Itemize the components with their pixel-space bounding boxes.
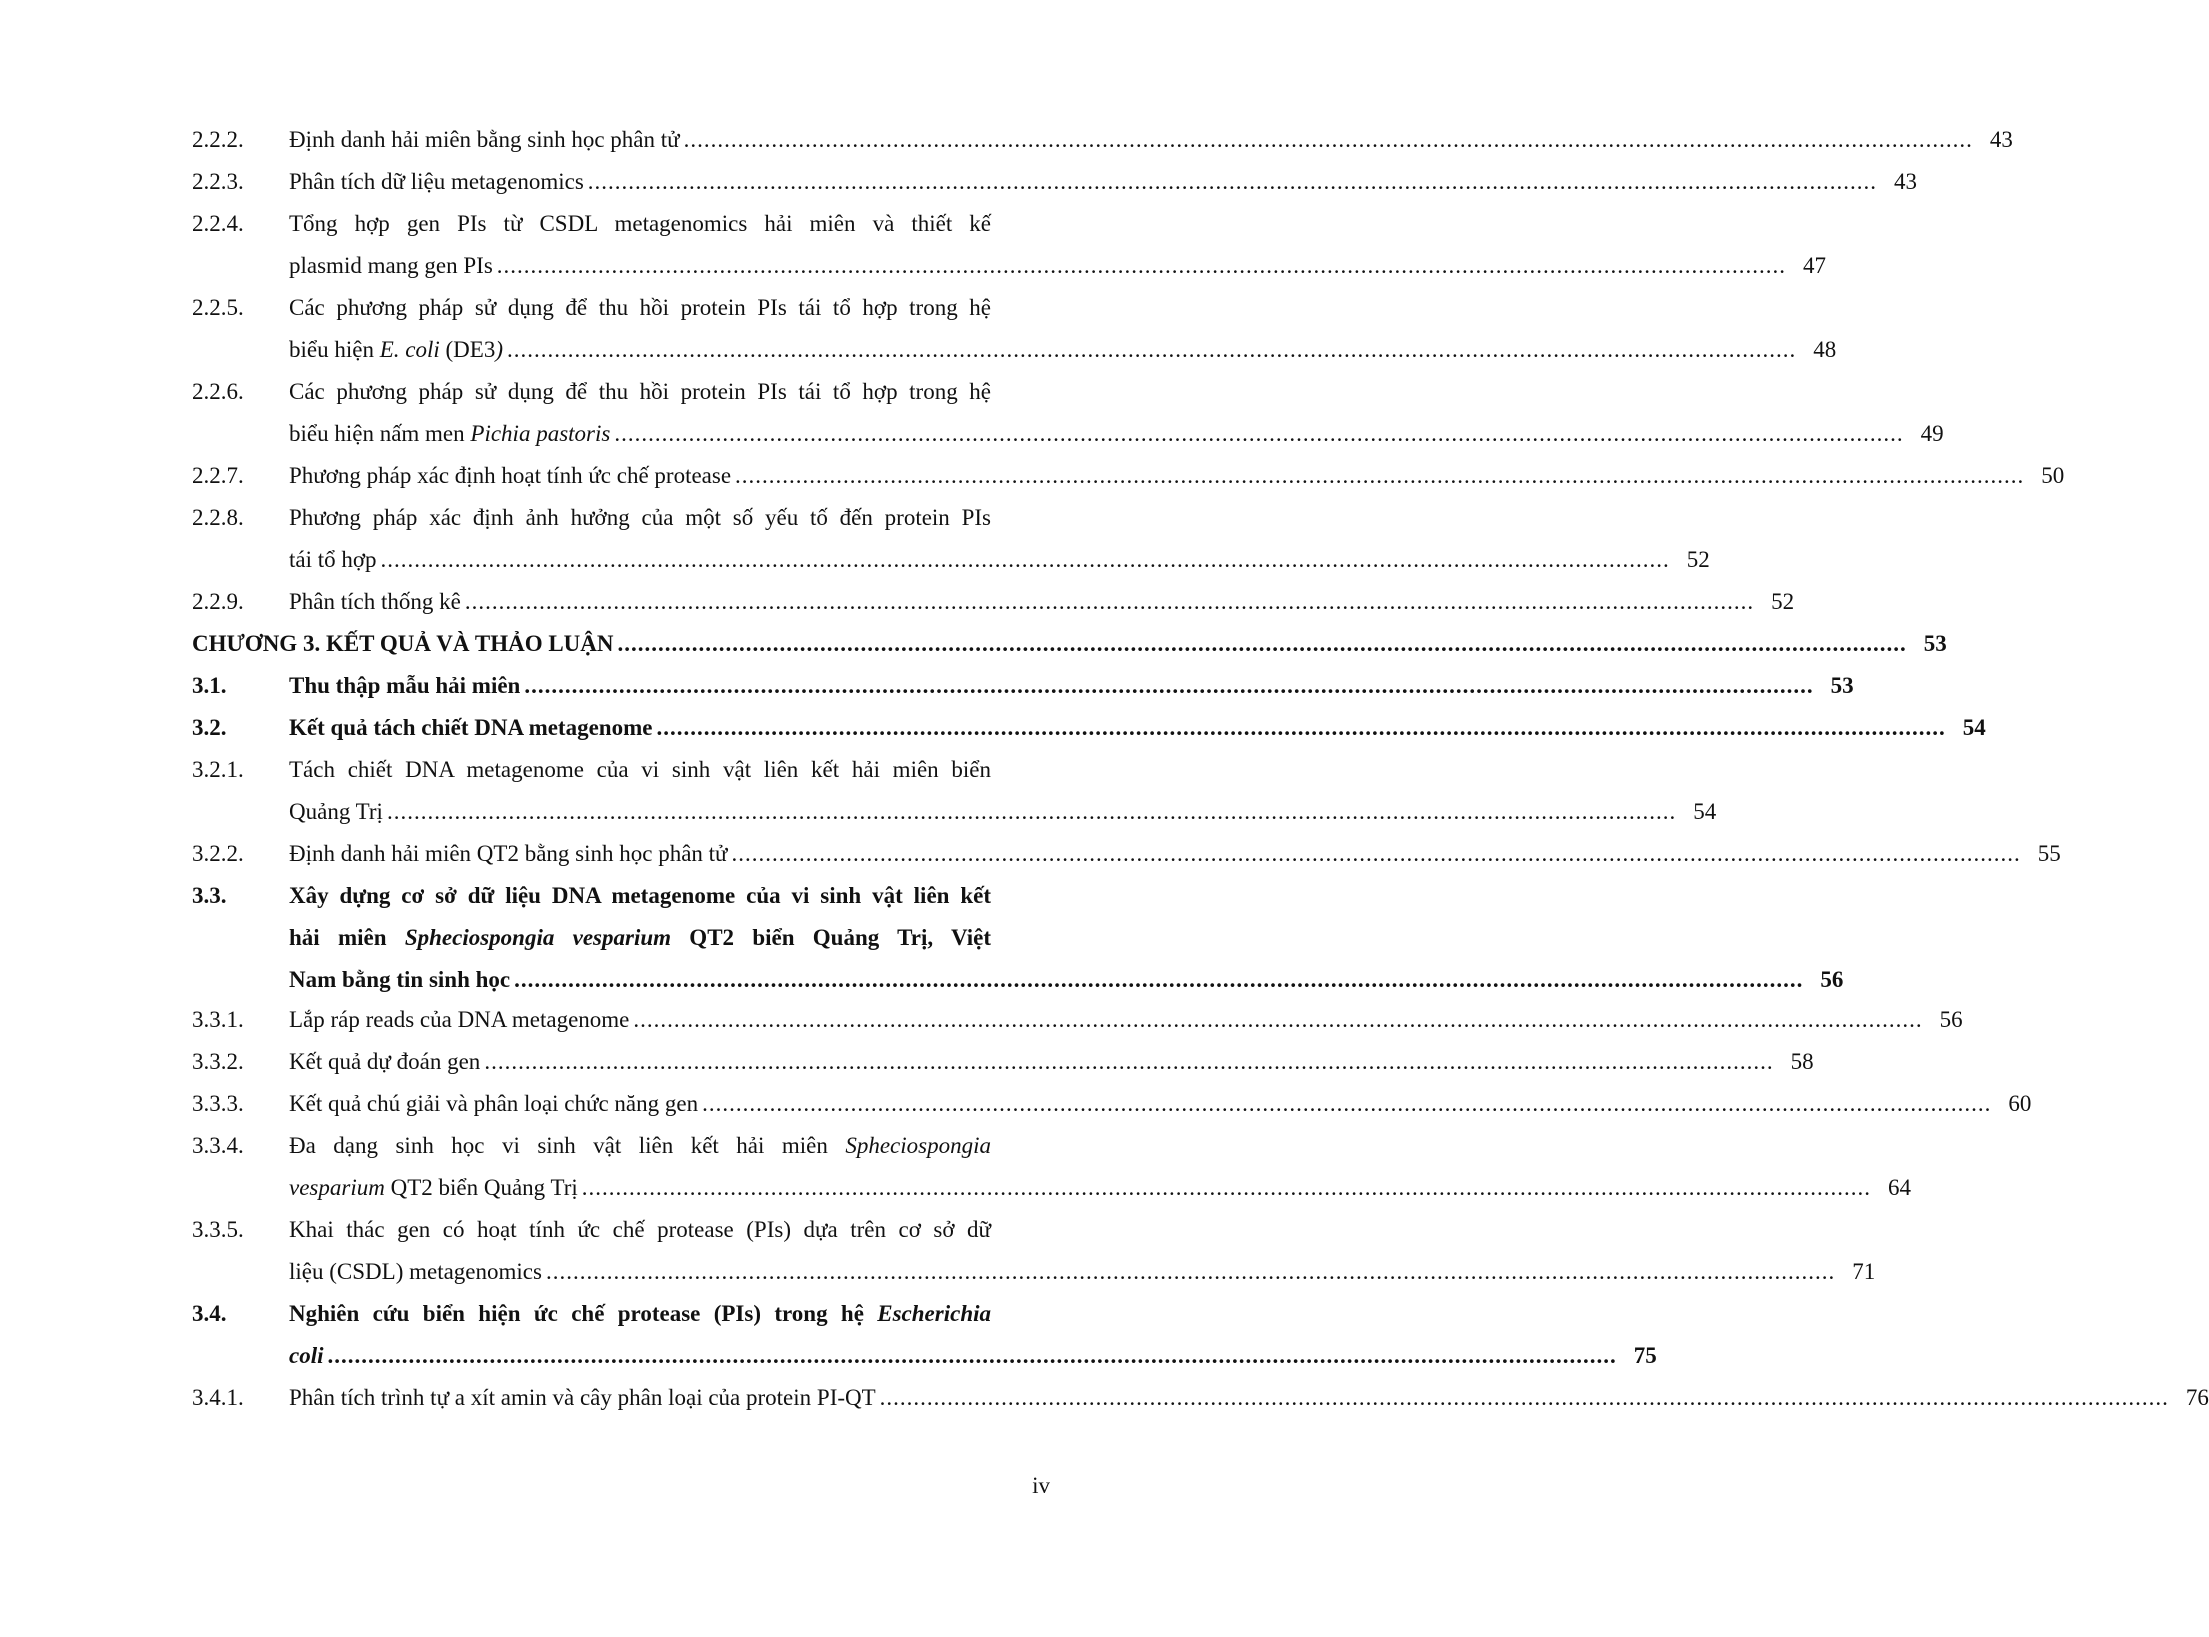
entry-page: 56 (1939, 1007, 1963, 1032)
leader-dots: ............................................................................................................................................................................................... (386, 799, 1677, 824)
toc-entry-2-2-3[interactable] (0, 167, 1918, 197)
entry-number: 3.2.2. (192, 841, 244, 866)
entry-title-line2 (289, 1173, 578, 1203)
entry-title: Lắp ráp reads của DNA metagenome (289, 1007, 630, 1032)
entry-page: 55 (2037, 841, 2061, 866)
entry-title-line2 (289, 335, 503, 365)
leader-dots: ............................................................................................................................................................................................... (507, 337, 1797, 362)
entry-title-line1: Phương pháp xác định ảnh hưởng của một số yếu tố đến protein PIs (289, 505, 991, 530)
entry-title-line2: tái tổ hợp (289, 547, 377, 572)
entry-number: 2.2.2. (192, 127, 244, 152)
title-text: hải miên (289, 925, 405, 950)
toc-entry-3-3-cont[interactable] (0, 923, 1158, 953)
entry-number: 2.2.4. (192, 211, 244, 236)
entry-number: 2.2.8. (192, 505, 244, 530)
toc-chapter-3[interactable] (0, 629, 1947, 659)
toc-entry-3-2[interactable] (0, 713, 1986, 743)
entry-title-line2: coli (289, 1343, 324, 1368)
toc-entry-3-2-1[interactable] (0, 755, 1158, 785)
toc-entry-3-3-4[interactable] (0, 1131, 1158, 1161)
toc-entry-3-3-cont2[interactable] (0, 965, 1844, 995)
entry-page: 60 (2008, 1091, 2032, 1116)
entry-title-line1 (289, 1299, 991, 1329)
entry-number: 3.3.4. (192, 1133, 244, 1158)
entry-title: Định danh hải miên bằng sinh học phân tử (289, 127, 680, 152)
entry-page: 43 (1894, 169, 1918, 194)
entry-title-line2: Quảng Trị (289, 799, 383, 824)
leader-dots: ............................................................................................................................................................................................... (683, 127, 1973, 152)
entry-number: 3.4. (192, 1301, 227, 1326)
entry-page: 56 (1820, 967, 1844, 992)
leader-dots: ............................................................................................................................................................................................... (484, 1049, 1774, 1074)
entry-page: 76 (2185, 1385, 2209, 1410)
entry-number: 2.2.6. (192, 379, 244, 404)
entry-title: Phân tích dữ liệu metagenomics (289, 169, 584, 194)
toc-entry-3-3-2[interactable] (0, 1047, 1814, 1077)
entry-page: 53 (1830, 673, 1854, 698)
leader-dots: ............................................................................................................................................................................................... (587, 169, 1878, 194)
entry-title: Kết quả chú giải và phân loại chức năng gen (289, 1091, 699, 1116)
title-text: QT2 biển Quảng Trị, Việt (671, 925, 991, 950)
entry-page: 54 (1962, 715, 1986, 740)
entry-number: 3.3.5. (192, 1217, 244, 1242)
chapter-title: CHƯƠNG 3. KẾT QUẢ VÀ THẢO LUẬN (192, 631, 614, 656)
toc-entry-2-2-2[interactable] (0, 125, 2013, 155)
entry-number: 3.4.1. (192, 1385, 244, 1410)
toc-entry-3-2-2[interactable] (0, 839, 2061, 869)
entry-title-line2: plasmid mang gen PIs (289, 253, 493, 278)
toc-entry-2-2-8[interactable] (0, 503, 1158, 533)
entry-title: Phân tích thống kê (289, 589, 461, 614)
entry-number: 2.2.7. (192, 463, 244, 488)
entry-page: 52 (1771, 589, 1795, 614)
entry-page: 64 (1888, 1175, 1912, 1200)
leader-dots: ............................................................................................................................................................................................... (327, 1343, 1617, 1368)
entry-number: 3.2. (192, 715, 227, 740)
entry-page: 75 (1633, 1343, 1657, 1368)
entry-page: 47 (1803, 253, 1827, 278)
title-text: (DE3 (439, 337, 496, 362)
leader-dots: ............................................................................................................................................................................................... (731, 841, 2021, 866)
leader-dots: ............................................................................................................................................................................................... (545, 1259, 1836, 1284)
entry-title-line2 (289, 419, 610, 449)
toc-entry-2-2-5[interactable] (0, 293, 1158, 323)
leader-dots: ............................................................................................................................................................................................... (581, 1175, 1872, 1200)
toc-entry-3-4-1[interactable] (0, 1383, 2209, 1413)
entry-page: 58 (1790, 1049, 1814, 1074)
leader-dots: ............................................................................................................................................................................................... (514, 967, 1804, 992)
title-text: Nghiên cứu biển hiện ức chế protease (PIs) trong hệ (289, 1301, 878, 1326)
entry-title: Phân tích trình tự a xít amin và cây phân loại của protein PI-QT (289, 1385, 876, 1410)
entry-page: 49 (1920, 421, 1944, 446)
entry-title: Định danh hải miên QT2 bằng sinh học phân tử (289, 841, 728, 866)
title-text: Đa dạng sinh học vi sinh vật liên kết hải miên (289, 1133, 846, 1158)
toc-entry-2-2-6[interactable] (0, 377, 1158, 407)
title-italic: Escherichia (877, 1301, 991, 1326)
entry-number: 3.3.2. (192, 1049, 244, 1074)
title-text: biểu hiện (289, 337, 380, 362)
entry-title: Phương pháp xác định hoạt tính ức chế protease (289, 463, 732, 488)
title-italic: Spheciospongia (845, 1133, 991, 1158)
leader-dots: ............................................................................................................................................................................................... (380, 547, 1670, 572)
entry-title-line1: Xây dựng cơ sở dữ liệu DNA metagenome của vi sinh vật liên kết (289, 883, 991, 908)
leader-dots: ............................................................................................................................................................................................... (656, 715, 1946, 740)
entry-title-line3: Nam bằng tin sinh học (289, 967, 511, 992)
toc-entry-2-2-7[interactable] (0, 461, 2065, 491)
leader-dots: ............................................................................................................................................................................................... (702, 1091, 1992, 1116)
leader-dots: ............................................................................................................................................................................................... (524, 673, 1814, 698)
title-italic: Spheciospongia vesparium (404, 925, 672, 950)
leader-dots: ............................................................................................................................................................................................... (496, 253, 1787, 278)
toc-entry-3-3-5[interactable] (0, 1215, 1158, 1245)
entry-title-line1: Các phương pháp sử dụng để thu hồi protein PIs tái tổ hợp trong hệ (289, 295, 991, 320)
entry-title: Kết quả dự đoán gen (289, 1049, 481, 1074)
leader-dots: ............................................................................................................................................................................................... (617, 631, 1907, 656)
entry-number: 3.3. (192, 883, 227, 908)
entry-title-line2: liệu (CSDL) metagenomics (289, 1259, 542, 1284)
entry-page: 53 (1923, 631, 1947, 656)
entry-number: 2.2.9. (192, 589, 244, 614)
page-number: iv (1032, 1473, 1050, 1498)
leader-dots: ............................................................................................................................................................................................... (464, 589, 1755, 614)
leader-dots: ............................................................................................................................................................................................... (735, 463, 2025, 488)
toc-entry-2-2-4[interactable] (0, 209, 1158, 239)
entry-page: 71 (1852, 1259, 1876, 1284)
title-text: QT2 biển Quảng Trị (384, 1175, 578, 1200)
title-italic: ) (495, 337, 503, 362)
entry-number: 2.2.5. (192, 295, 244, 320)
entry-title: Thu thập mẫu hải miên (289, 673, 521, 698)
entry-title-line1: Khai thác gen có hoạt tính ức chế protease (PIs) dựa trên cơ sở dữ (289, 1217, 991, 1242)
toc-entry-3-3-5-cont[interactable] (0, 1257, 1876, 1287)
entry-title-line1 (289, 1131, 991, 1161)
entry-page: 43 (1989, 127, 2013, 152)
toc-entry-2-2-8-cont[interactable] (0, 545, 1710, 575)
title-italic: E. coli (379, 337, 440, 362)
entry-title: Kết quả tách chiết DNA metagenome (289, 715, 653, 740)
entry-title-line2 (289, 923, 991, 953)
toc-entry-3-2-1-cont[interactable] (0, 797, 1717, 827)
toc-entry-2-2-9[interactable] (0, 587, 1795, 617)
entry-number: 3.3.1. (192, 1007, 244, 1032)
entry-number: 3.2.1. (192, 757, 244, 782)
title-italic: vesparium (289, 1175, 385, 1200)
toc-entry-3-3[interactable] (0, 881, 1158, 911)
leader-dots: ............................................................................................................................................................................................... (879, 1385, 2169, 1410)
toc-entry-3-3-3[interactable] (0, 1089, 2032, 1119)
toc-entry-3-3-4-cont[interactable] (0, 1173, 1912, 1203)
toc-entry-3-1[interactable] (0, 671, 1854, 701)
entry-title-line1: Các phương pháp sử dụng để thu hồi protein PIs tái tổ hợp trong hệ (289, 379, 991, 404)
entry-page: 50 (2041, 463, 2065, 488)
entry-number: 2.2.3. (192, 169, 244, 194)
toc-entry-2-2-5-cont[interactable] (0, 335, 1837, 365)
leader-dots: ............................................................................................................................................................................................... (614, 421, 1904, 446)
leader-dots: ............................................................................................................................................................................................... (633, 1007, 1923, 1032)
toc-entry-3-3-1[interactable] (0, 1005, 1963, 1035)
entry-title-line1: Tách chiết DNA metagenome của vi sinh vật liên kết hải miên biển (289, 757, 991, 782)
entry-number: 3.3.3. (192, 1091, 244, 1116)
title-text: biểu hiện nấm men (289, 421, 471, 446)
toc-entry-3-4-cont[interactable] (0, 1341, 1657, 1371)
toc-entry-2-2-4-cont[interactable] (0, 251, 1827, 281)
entry-page: 54 (1693, 799, 1717, 824)
title-italic: Pichia pastoris (470, 421, 611, 446)
entry-number: 3.1. (192, 673, 227, 698)
entry-page: 48 (1813, 337, 1837, 362)
entry-page: 52 (1686, 547, 1710, 572)
entry-title-line1: Tổng hợp gen PIs từ CSDL metagenomics hải miên và thiết kế (289, 211, 991, 236)
toc-entry-2-2-6-cont[interactable] (0, 419, 1944, 449)
toc-entry-3-4[interactable] (0, 1299, 1158, 1329)
